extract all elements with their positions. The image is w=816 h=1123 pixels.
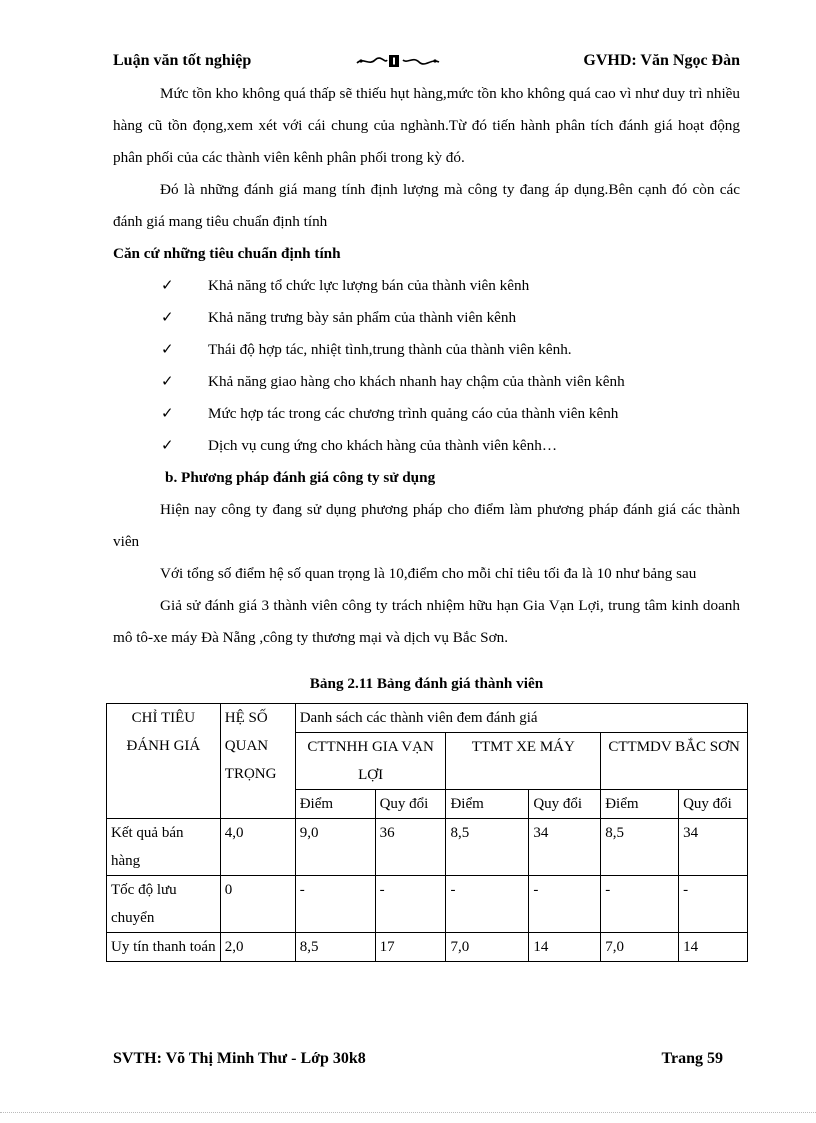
subheader-converted: Quy đổi	[375, 790, 446, 819]
checkmark-icon: ✓	[161, 437, 174, 454]
table-header-row	[107, 704, 748, 733]
heading-qualitative-criteria: Căn cứ những tiêu chuẩn định tính	[113, 245, 341, 262]
table-row	[107, 933, 748, 962]
document-body	[113, 78, 740, 654]
cell-value: 14	[529, 933, 601, 962]
table-row	[107, 876, 748, 933]
footer-student: SVTH: Võ Thị Minh Thư - Lớp 30k8	[113, 1050, 366, 1067]
header-member: CTTNHH GIA VẠN LỢI	[295, 733, 446, 790]
paragraph-inventory: Mức tồn kho không quá thấp sẽ thiếu hụt hàng,mức tồn kho không quá cao vì như duy trì nhiều hàng cũ tồn đọng,xem xét với cái chung của nghành.Từ đó tiến hành phân tích đánh giá hoạt động phân phối của các thành viên kênh phân phối trong kỳ đó.	[113, 85, 740, 166]
table-row	[107, 819, 748, 876]
list-item: ✓ Dịch vụ cung ứng cho khách hàng của thành viên kênh…	[113, 430, 740, 462]
cell-weight: 0	[220, 876, 295, 933]
cell-value: 9,0	[295, 819, 375, 876]
cell-criteria: Kết quả bán hàng	[107, 819, 221, 876]
list-item: ✓ Khả năng trưng bày sản phẩm của thành viên kênh	[113, 302, 740, 334]
criteria-checklist	[113, 270, 740, 462]
checkmark-icon: ✓	[161, 277, 174, 294]
checkmark-icon: ✓	[161, 373, 174, 390]
cell-weight: 4,0	[220, 819, 295, 876]
subheader-converted: Quy đổi	[529, 790, 601, 819]
subheader-converted: Quy đổi	[679, 790, 748, 819]
list-item: ✓ Khả năng tổ chức lực lượng bán của thành viên kênh	[113, 270, 740, 302]
header-criteria: CHỈ TIÊU ĐÁNH GIÁ	[107, 704, 221, 819]
cell-value: 36	[375, 819, 446, 876]
list-item: ✓ Mức hợp tác trong các chương trình quảng cáo của thành viên kênh	[113, 398, 740, 430]
cell-value: 7,0	[601, 933, 679, 962]
cell-value: 14	[679, 933, 748, 962]
cell-value: -	[679, 876, 748, 933]
header-weight: HỆ SỐ QUAN TRỌNG	[220, 704, 295, 819]
page-footer	[113, 1050, 723, 1072]
subheader-score: Điểm	[601, 790, 679, 819]
paragraph-quantitative: Đó là những đánh giá mang tính định lượng mà công ty đang áp dụng.Bên cạnh đó còn các đánh giá mang tiêu chuẩn định tính	[113, 181, 740, 230]
page-number: Trang 59	[661, 1050, 723, 1067]
cell-criteria: Uy tín thanh toán	[107, 933, 221, 962]
header-member: CTTMDV BẮC SƠN	[601, 733, 748, 790]
cell-value: 34	[529, 819, 601, 876]
list-item: ✓ Thái độ hợp tác, nhiệt tình,trung thành của thành viên kênh.	[113, 334, 740, 366]
subheader-score: Điểm	[295, 790, 375, 819]
cell-value: -	[446, 876, 529, 933]
cell-value: 8,5	[295, 933, 375, 962]
cell-weight: 2,0	[220, 933, 295, 962]
cell-value: 34	[679, 819, 748, 876]
paragraph-total-score: Với tổng số điểm hệ số quan trọng là 10,điểm cho mỗi chỉ tiêu tối đa là 10 như bảng sau	[160, 565, 697, 582]
paragraph-members-evaluated: Giả sử đánh giá 3 thành viên công ty trách nhiệm hữu hạn Gia Vạn Lợi, trung tâm kinh doanh mô tô-xe máy Đà Nẵng ,công ty thương mại và dịch vụ Bắc Sơn.	[113, 597, 740, 646]
cell-criteria: Tốc độ lưu chuyển	[107, 876, 221, 933]
header-member-list: Danh sách các thành viên đem đánh giá	[295, 704, 747, 733]
decorative-scroll-ornament-icon	[355, 54, 441, 73]
checkmark-icon: ✓	[161, 341, 174, 358]
cell-value: -	[375, 876, 446, 933]
heading-evaluation-method: b. Phương pháp đánh giá công ty sử dụng	[165, 469, 436, 486]
list-item: ✓ Khả năng giao hàng cho khách nhanh hay chậm của thành viên kênh	[113, 366, 740, 398]
cell-value: 8,5	[446, 819, 529, 876]
header-member: TTMT XE MÁY	[446, 733, 601, 790]
table-caption: Bảng 2.11 Bảng đánh giá thành viên	[309, 675, 544, 692]
cell-value: 7,0	[446, 933, 529, 962]
subheader-score: Điểm	[446, 790, 529, 819]
member-evaluation-table	[106, 703, 748, 962]
cell-value: 8,5	[601, 819, 679, 876]
cell-value: -	[529, 876, 601, 933]
header-supervisor: GVHD: Văn Ngọc Đàn	[583, 52, 740, 69]
page-bottom-divider	[0, 1112, 816, 1113]
cell-value: -	[295, 876, 375, 933]
page-header	[113, 52, 740, 74]
checkmark-icon: ✓	[161, 405, 174, 422]
paragraph-scoring-method: Hiện nay công ty đang sử dụng phương pháp cho điểm làm phương pháp đánh giá các thành viên	[113, 501, 740, 550]
cell-value: 17	[375, 933, 446, 962]
cell-value: -	[601, 876, 679, 933]
checkmark-icon: ✓	[161, 309, 174, 326]
header-thesis-label: Luận văn tốt nghiệp	[113, 52, 252, 69]
